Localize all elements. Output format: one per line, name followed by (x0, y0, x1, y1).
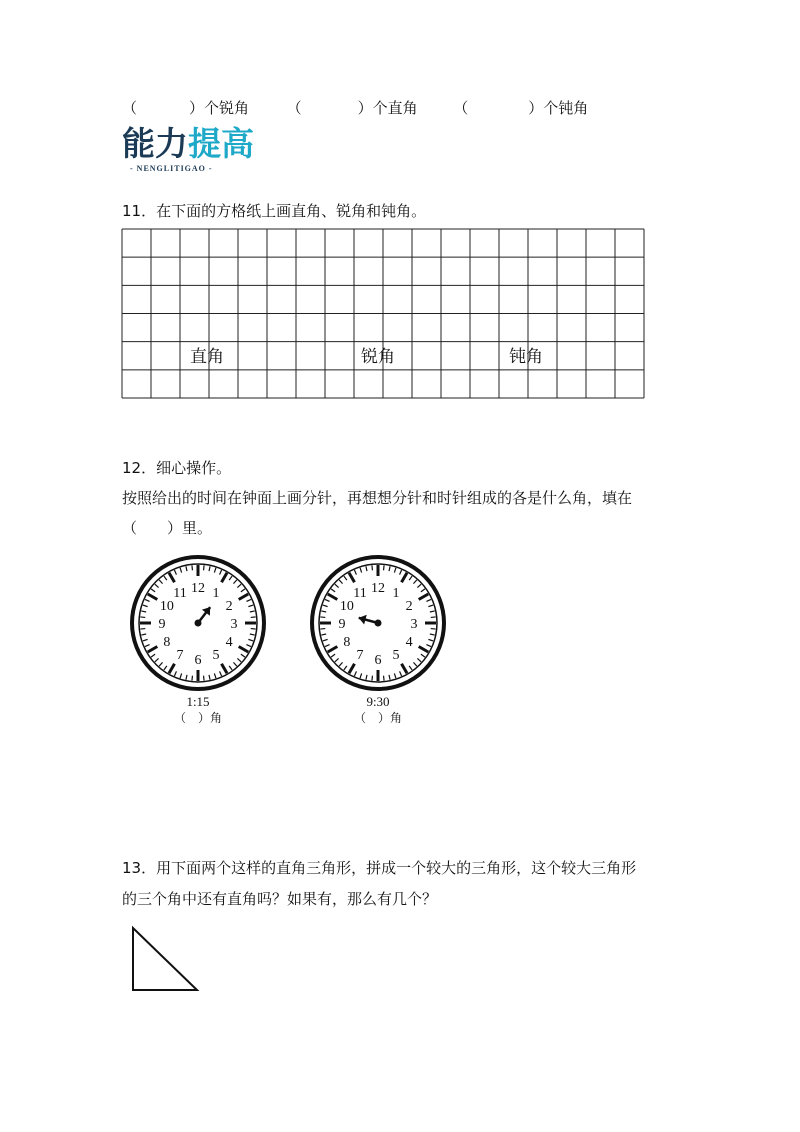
grid-label-right-angle: 直角 (190, 347, 224, 367)
clock-minute-tick (384, 565, 385, 570)
clock-number: 4 (225, 635, 233, 650)
q13-prompt-cont: 的三个角中还有直角吗？如果有，那么有几个？ (122, 890, 438, 908)
clock-minute-tick (320, 629, 325, 630)
clock-number: 4 (405, 635, 413, 650)
clock-number: 6 (374, 653, 382, 668)
q12-instruction: 按照给出的时间在钟面上画分针，再想想分针和时针组成的各是什么角，填在 (122, 489, 633, 507)
clock-minute-tick (320, 617, 325, 618)
open-paren: （ (122, 99, 138, 117)
clock-minute-tick (384, 676, 385, 681)
clock-number: 3 (410, 617, 418, 632)
acute-count-label: ）个锐角 (189, 99, 250, 117)
clock-2-angle-blank[interactable]: （ ）角 (353, 711, 402, 725)
clock-number: 7 (176, 648, 184, 664)
clock-minute-tick (372, 565, 373, 570)
open-paren: （ (286, 99, 302, 117)
clock-number: 8 (163, 635, 171, 650)
clock-minute-tick (192, 565, 193, 570)
q11-prompt: 11．在下面的方格纸上画直角、锐角和钝角。 (122, 202, 427, 220)
clock-number: 11 (173, 585, 187, 601)
clock-minute-tick (192, 676, 193, 681)
clock-number: 2 (405, 599, 413, 614)
q12-instruction-cont: （ ）里。 (122, 519, 213, 537)
clock-face-1[interactable] (125, 553, 271, 693)
clock-minute-tick (140, 629, 145, 630)
clock-number: 12 (191, 581, 205, 596)
logo-text-accent: 提高 (188, 124, 254, 163)
clock-number: 1 (212, 585, 220, 601)
clock-2-time: 9:30 (366, 694, 390, 709)
clock-number: 11 (353, 585, 367, 601)
clock-center-pin (195, 620, 202, 627)
clock-minute-tick (140, 617, 145, 618)
clock-face-2[interactable] (305, 553, 451, 693)
clock-number: 2 (225, 599, 233, 614)
clock-number: 10 (339, 599, 354, 614)
q12-title: 12．细心操作。 (122, 459, 232, 477)
clock-number: 6 (194, 653, 202, 668)
clock-number: 5 (392, 648, 400, 664)
clock-minute-tick (431, 617, 436, 618)
clock-number: 9 (338, 617, 346, 632)
clock-minute-tick (372, 676, 373, 681)
q13-prompt: 13．用下面两个这样的直角三角形，拼成一个较大的三角形，这个较大三角形 (122, 859, 637, 877)
grid-label-obtuse-angle: 钝角 (509, 347, 543, 367)
right-triangle-figure (128, 924, 204, 996)
clock-minute-tick (251, 617, 256, 618)
clock-minute-tick (431, 629, 436, 630)
clock-number: 8 (343, 635, 351, 650)
obtuse-count-label: ）个钝角 (528, 99, 589, 117)
open-paren: （ (453, 99, 469, 117)
logo-subtitle: - NENGLITIGAO - (130, 164, 213, 173)
clock-number: 10 (159, 599, 174, 614)
logo-text-main: 能力 (122, 124, 188, 163)
clock-number: 1 (392, 585, 400, 601)
clock-number: 3 (230, 617, 238, 632)
grid-label-acute-angle: 锐角 (361, 347, 395, 367)
right-count-label: ）个直角 (357, 99, 418, 117)
grid-paper[interactable] (122, 229, 644, 398)
clock-center-pin (375, 620, 382, 627)
clock-minute-tick (251, 629, 256, 630)
clock-1-time: 1:15 (186, 694, 210, 709)
clock-number: 7 (356, 648, 364, 664)
clock-minute-tick (204, 565, 205, 570)
clock-number: 5 (212, 648, 220, 664)
clock-minute-tick (204, 676, 205, 681)
clock-number: 9 (158, 617, 166, 632)
clock-1-angle-blank[interactable]: （ ）角 (173, 711, 222, 725)
clock-number: 12 (371, 581, 385, 596)
